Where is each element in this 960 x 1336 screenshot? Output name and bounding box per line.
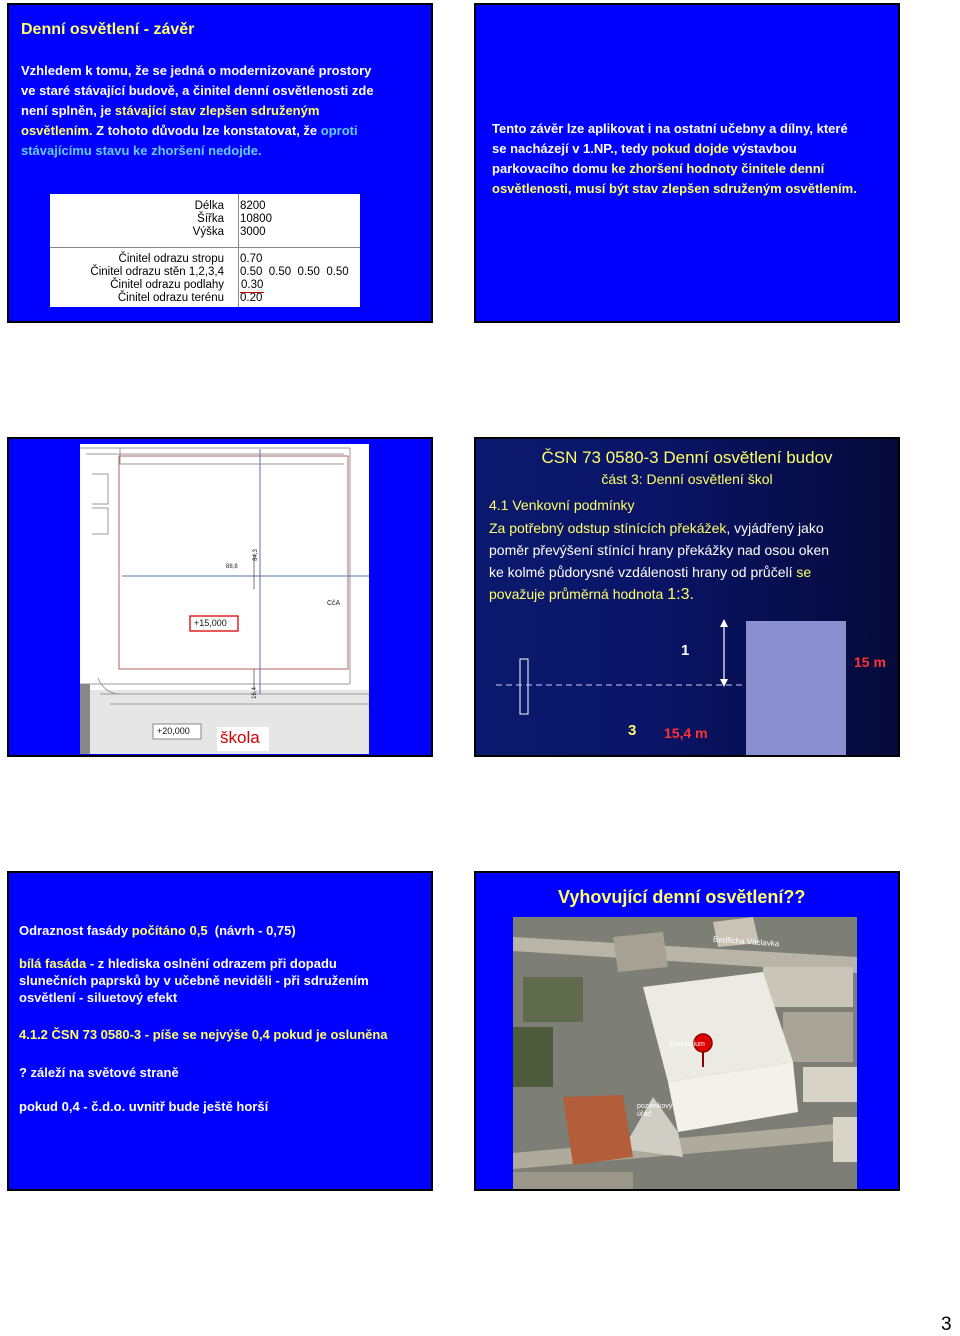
text-line bbox=[492, 139, 857, 159]
ratio-label: 3 bbox=[628, 722, 637, 739]
table-cell: Činitel odrazu stěn 1,2,3,4 bbox=[90, 266, 224, 278]
slide-1 bbox=[7, 3, 433, 323]
text-line bbox=[21, 121, 374, 141]
text-line bbox=[492, 159, 857, 179]
highlight-text: pokud je osluněna bbox=[269, 1027, 388, 1042]
slide-2 bbox=[474, 3, 900, 323]
table-cell: 0.20 bbox=[240, 292, 263, 304]
section-heading: 4.1 Venkovní podmínky bbox=[489, 497, 635, 513]
dimension-label: 84,3 bbox=[252, 549, 259, 561]
level-label: +15,000 bbox=[194, 618, 227, 628]
window-marker bbox=[520, 659, 528, 714]
highlight-text: ke zhoršení hodnoty činitele denní bbox=[611, 161, 825, 176]
highlight-text: se bbox=[796, 564, 812, 580]
text-line bbox=[21, 101, 374, 121]
text-line: pokud 0,4 - č.d.o. uvnitř bude ještě horší bbox=[19, 1099, 269, 1114]
text-span: není splněn, je bbox=[21, 103, 115, 118]
ratio-label: 1 bbox=[681, 642, 690, 659]
table-cell: Šířka bbox=[197, 213, 224, 225]
table-cell: 0.70 bbox=[240, 253, 263, 265]
map-label: pozemkový úřad bbox=[637, 1103, 673, 1118]
map-marker-label: gymnázium bbox=[669, 1041, 705, 1048]
floor-plan-drawing bbox=[80, 444, 369, 754]
text-span: výstavbou bbox=[728, 141, 797, 156]
text-line: Vzhledem k tomu, že se jedná o modernizované prostory bbox=[21, 63, 372, 78]
map-pin-icon bbox=[696, 1033, 710, 1047]
highlight-text: Za potřebný odstup stínících překážek bbox=[489, 520, 727, 536]
school-label: škola bbox=[220, 728, 260, 747]
paragraph bbox=[19, 955, 369, 1006]
slide-4 bbox=[474, 437, 900, 757]
text-span: (návrh - 0,75) bbox=[207, 923, 296, 938]
obstruction-diagram bbox=[476, 439, 900, 757]
table-cell: Výška bbox=[192, 226, 224, 238]
table-cell-highlight: 0.30 bbox=[241, 279, 264, 291]
text-line: ? záleží na světové straně bbox=[19, 1065, 179, 1080]
text-span: se nacházejí v 1.NP. bbox=[492, 141, 614, 156]
dimension-label: 16,4 bbox=[251, 687, 258, 699]
text-line: poměr převýšení stínící hrany překážky nad osou oken bbox=[489, 542, 830, 558]
text-span: ke kolmé půdorysné vzdálenosti hrany od průčelí bbox=[489, 564, 797, 580]
street-label: Bedřicha Václavka bbox=[712, 934, 780, 949]
highlight-text: 4.1.2 ČSN 73 0580-3 - bbox=[19, 1027, 153, 1042]
building-code-label: CčA bbox=[327, 600, 341, 607]
highlight-text: považuje průměrná hodnota bbox=[489, 586, 668, 602]
highlight-text: stávající stav zlepšen sdruženým bbox=[114, 103, 320, 118]
text-line: osvětlení - siluetový efekt bbox=[19, 990, 178, 1005]
text-span: parkovacího domu bbox=[492, 161, 612, 176]
table-cell: Činitel odrazu podlahy bbox=[110, 279, 224, 291]
text-span: - z hlediska oslnění odrazem při dopadu bbox=[86, 956, 337, 971]
text-line: osvětlenosti, musí být stav zlepšen sdruženým osvětlením. bbox=[492, 181, 857, 196]
table-cell: Činitel odrazu terénu bbox=[117, 292, 224, 304]
text-line: stávajícímu stavu ke zhoršení nedojde. bbox=[21, 143, 262, 158]
highlight-text: 1:3. bbox=[667, 586, 694, 603]
slide-3 bbox=[7, 437, 433, 757]
highlight-text: bílá fasáda bbox=[19, 956, 87, 971]
page-number: 3 bbox=[941, 1314, 952, 1335]
reflectance-table bbox=[50, 194, 360, 307]
table-cell: 10800 bbox=[240, 213, 272, 225]
slide-title: Vyhovující denní osvětlení?? bbox=[558, 887, 806, 907]
table-cell: 8200 bbox=[240, 200, 266, 212]
table-cell: 3000 bbox=[240, 226, 266, 238]
arrow-head bbox=[720, 679, 728, 687]
floor-plan bbox=[80, 444, 369, 754]
level-label: +20,000 bbox=[157, 726, 190, 736]
slide-title: ČSN 73 0580-3 Denní osvětlení budov bbox=[541, 448, 833, 467]
highlight-text: oproti bbox=[320, 123, 358, 138]
highlight-text: počítáno 0,5 bbox=[131, 923, 208, 938]
slide-6 bbox=[474, 871, 900, 1191]
text-line: slunečních paprsků by v učebně neviděli - při sdružením bbox=[19, 973, 369, 988]
table-divider bbox=[50, 247, 360, 248]
text-line bbox=[19, 955, 369, 972]
paragraph bbox=[21, 61, 374, 161]
text-line bbox=[19, 921, 296, 941]
slide-5 bbox=[7, 871, 433, 1191]
text-span: Odraznost fasády bbox=[19, 923, 132, 938]
table-cell: Délka bbox=[194, 200, 224, 212]
paragraph bbox=[492, 119, 857, 199]
text-line: Tento závěr lze aplikovat i na ostatní učebny a dílny, které bbox=[492, 121, 848, 136]
text-line bbox=[19, 1025, 388, 1045]
slide-title: Denní osvětlení - závěr bbox=[21, 21, 195, 38]
arrow-head bbox=[720, 619, 728, 627]
text-span: , tedy bbox=[613, 141, 652, 156]
text-span: Z tohoto důvodu lze konstatovat, že bbox=[92, 123, 321, 138]
height-label: 15 m bbox=[854, 654, 886, 670]
distance-label: 15,4 m bbox=[664, 725, 708, 741]
text-line: ve staré stávající budově, a činitel denní osvětlenosti zde bbox=[21, 83, 374, 98]
text-span: , vyjádřený jako bbox=[726, 520, 824, 536]
table-cell: 0.50 0.50 0.50 0.50 bbox=[240, 266, 349, 278]
obstruction-building bbox=[746, 621, 846, 755]
highlight-text: píše se nejvýše 0,4 bbox=[152, 1027, 270, 1042]
aerial-photo bbox=[513, 917, 857, 1191]
slide-subtitle: část 3: Denní osvětlení škol bbox=[601, 471, 773, 487]
table-divider bbox=[238, 194, 239, 307]
highlight-text: pokud dojde bbox=[651, 141, 729, 156]
highlight-text: osvětlením. bbox=[21, 123, 93, 138]
table-cell: Činitel odrazu stropu bbox=[118, 253, 224, 265]
aerial-photo-drawing bbox=[513, 917, 857, 1191]
dimension-label: 88,8 bbox=[226, 564, 238, 570]
